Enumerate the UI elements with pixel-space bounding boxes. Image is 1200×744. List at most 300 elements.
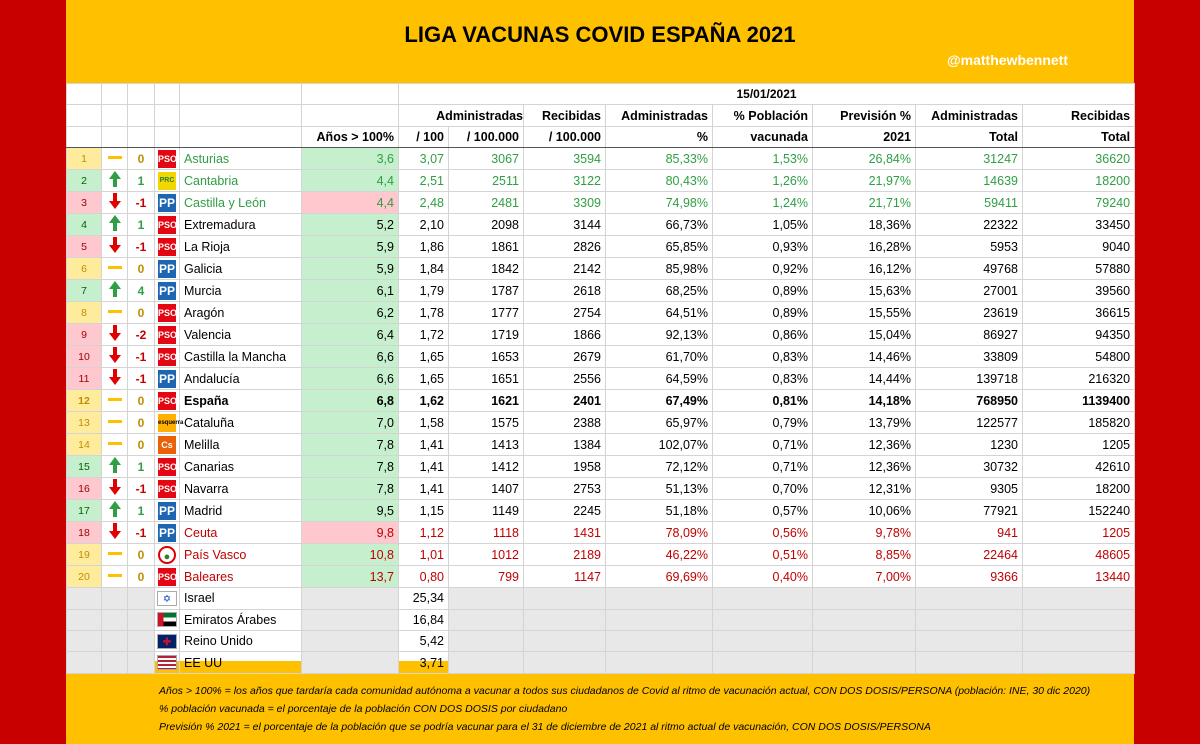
forecast-2021: 15,04% [813, 324, 916, 346]
region-name: Castilla la Mancha [180, 346, 302, 368]
table-row [67, 258, 1135, 280]
administered-pct: 85,33% [606, 148, 713, 170]
trend-cell [102, 500, 128, 522]
table-row [67, 390, 1135, 412]
no-change-icon [107, 434, 123, 452]
forecast-2021: 9,78% [813, 522, 916, 544]
total-administered: 9305 [916, 478, 1023, 500]
arrow-down-icon [108, 478, 122, 496]
population-vaccinated: 0,40% [713, 566, 813, 588]
rank-change: 4 [137, 283, 145, 298]
region-name: España [180, 390, 302, 412]
years-to-100: 9,5 [302, 500, 399, 522]
rank-change: 0 [137, 547, 145, 562]
administered-pct: 65,97% [606, 412, 713, 434]
administered-pct: 68,25% [606, 280, 713, 302]
rank-change: 0 [137, 305, 145, 320]
trend-cell [102, 258, 128, 280]
years-to-100: 5,2 [302, 214, 399, 236]
header-rec-per-100k: / 100.000 [524, 126, 606, 147]
years-to-100: 7,8 [302, 478, 399, 500]
trend-cell [102, 236, 128, 258]
forecast-2021: 18,36% [813, 214, 916, 236]
forecast-2021: 7,00% [813, 566, 916, 588]
region-name: Castilla y León [180, 192, 302, 214]
rank-change: 0 [137, 151, 145, 166]
per-100: 1,15 [399, 500, 449, 522]
position: 18 [67, 522, 102, 544]
country-name: EE UU [180, 652, 302, 673]
rank-change: 0 [137, 261, 145, 276]
header-adm-pct: Administradas [606, 105, 713, 126]
page-title: LIGA VACUNAS COVID ESPAÑA 2021 [404, 22, 796, 47]
forecast-2021: 12,36% [813, 456, 916, 478]
date-label: 15/01/2021 [399, 84, 1135, 105]
trend-cell [102, 280, 128, 302]
psoe-logo-icon: PSOE [158, 392, 176, 410]
psoe-logo-icon: PSOE [158, 348, 176, 366]
region-name: Cantabria [180, 170, 302, 192]
per-100: 2,48 [399, 192, 449, 214]
header-total-rec: Recibidas [1023, 105, 1135, 126]
trend-cell [102, 478, 128, 500]
region-name: Baleares [180, 566, 302, 588]
arrow-down-icon [108, 236, 122, 254]
received-per-100k: 3122 [524, 170, 606, 192]
forecast-2021: 12,36% [813, 434, 916, 456]
received-per-100k: 1384 [524, 434, 606, 456]
rank-change: 0 [137, 437, 145, 452]
position: 15 [67, 456, 102, 478]
total-administered: 59411 [916, 192, 1023, 214]
league-table [66, 83, 1135, 674]
total-received: 33450 [1023, 214, 1135, 236]
position: 8 [67, 302, 102, 324]
rank-change: 0 [137, 415, 145, 430]
total-received: 1205 [1023, 434, 1135, 456]
country-per-100: 3,71 [399, 652, 449, 673]
table-row [67, 566, 1135, 588]
population-vaccinated: 0,92% [713, 258, 813, 280]
header-row-2 [67, 126, 1135, 147]
trend-cell [102, 148, 128, 170]
rank-change: -1 [135, 525, 147, 540]
received-per-100k: 3144 [524, 214, 606, 236]
per-100: 2,51 [399, 170, 449, 192]
rank-change: 1 [137, 459, 145, 474]
per-100: 1,65 [399, 346, 449, 368]
header-2021: 2021 [813, 126, 916, 147]
population-vaccinated: 0,93% [713, 236, 813, 258]
administered-pct: 67,49% [606, 390, 713, 412]
rank-change: -2 [135, 327, 147, 342]
administered-pct: 61,70% [606, 346, 713, 368]
per-100k: 1412 [449, 456, 524, 478]
prc-logo-icon: PRC [158, 172, 176, 190]
table-row [67, 544, 1135, 566]
per-100k: 2098 [449, 214, 524, 236]
pp-logo-icon: PP [158, 195, 175, 210]
forecast-2021: 14,18% [813, 390, 916, 412]
total-administered: 139718 [916, 368, 1023, 390]
no-change-icon [107, 302, 123, 320]
per-100k: 1413 [449, 434, 524, 456]
total-received: 94350 [1023, 324, 1135, 346]
footnotes [159, 682, 1119, 736]
arrow-down-icon [108, 522, 122, 540]
per-100k: 1651 [449, 368, 524, 390]
country-row [67, 652, 1135, 673]
received-per-100k: 2754 [524, 302, 606, 324]
total-received: 1139400 [1023, 390, 1135, 412]
per-100: 1,78 [399, 302, 449, 324]
per-100k: 1861 [449, 236, 524, 258]
table-row [67, 522, 1135, 544]
total-administered: 14639 [916, 170, 1023, 192]
position: 4 [67, 214, 102, 236]
no-change-icon [107, 544, 123, 562]
total-received: 216320 [1023, 368, 1135, 390]
header-row-1 [67, 105, 1135, 126]
header-poblacion: % Población [713, 105, 813, 126]
table-row [67, 214, 1135, 236]
position: 20 [67, 566, 102, 588]
per-100: 2,10 [399, 214, 449, 236]
rank-change: -1 [135, 195, 147, 210]
pp-logo-icon: PP [158, 503, 175, 518]
total-received: 152240 [1023, 500, 1135, 522]
league-table-sheet [66, 83, 1134, 670]
header-administradas: Administradas [399, 105, 524, 126]
years-to-100: 6,6 [302, 346, 399, 368]
header-vacunada: vacunada [713, 126, 813, 147]
forecast-2021: 14,46% [813, 346, 916, 368]
header-adm-pct-2: % [606, 126, 713, 147]
table-row [67, 434, 1135, 456]
arrow-up-icon [108, 500, 122, 518]
rank-change: 1 [137, 173, 145, 188]
forecast-2021: 26,84% [813, 148, 916, 170]
header-total-adm: Administradas [916, 105, 1023, 126]
trend-cell [102, 412, 128, 434]
region-name: Aragón [180, 302, 302, 324]
total-received: 9040 [1023, 236, 1135, 258]
pp-logo-icon: PP [158, 371, 175, 386]
arrow-up-icon [108, 214, 122, 232]
psoe-logo-icon: PSOE [158, 216, 176, 234]
footnote-prevision: Previsión % 2021 = el porcentaje de la población que se podría vacunar para el 31 de diciembre de 2021 al ritmo actual de vacunación, CON DOS DOSIS/PERSONA [159, 721, 931, 733]
total-administered: 22464 [916, 544, 1023, 566]
per-100: 3,07 [399, 148, 449, 170]
administered-pct: 78,09% [606, 522, 713, 544]
per-100k: 3067 [449, 148, 524, 170]
per-100: 1,86 [399, 236, 449, 258]
position: 5 [67, 236, 102, 258]
total-received: 79240 [1023, 192, 1135, 214]
arrow-down-icon [108, 368, 122, 386]
psoe-logo-icon: PSOE [158, 150, 176, 168]
israel-flag-icon: ✡ [157, 591, 177, 606]
total-received: 18200 [1023, 478, 1135, 500]
rank-change: -1 [135, 371, 147, 386]
arrow-up-icon [108, 170, 122, 188]
psoe-logo-icon: PSOE [158, 238, 176, 256]
forecast-2021: 16,12% [813, 258, 916, 280]
trend-cell [102, 170, 128, 192]
total-received: 18200 [1023, 170, 1135, 192]
administered-pct: 64,59% [606, 368, 713, 390]
region-name: Murcia [180, 280, 302, 302]
country-name: Reino Unido [180, 630, 302, 651]
forecast-2021: 21,71% [813, 192, 916, 214]
position: 9 [67, 324, 102, 346]
trend-cell [102, 346, 128, 368]
total-administered: 941 [916, 522, 1023, 544]
total-administered: 1230 [916, 434, 1023, 456]
population-vaccinated: 1,24% [713, 192, 813, 214]
total-administered: 31247 [916, 148, 1023, 170]
received-per-100k: 2142 [524, 258, 606, 280]
received-per-100k: 2679 [524, 346, 606, 368]
per-100k: 1118 [449, 522, 524, 544]
administered-pct: 74,98% [606, 192, 713, 214]
region-name: Galicia [180, 258, 302, 280]
administered-pct: 51,13% [606, 478, 713, 500]
administered-pct: 72,12% [606, 456, 713, 478]
position: 10 [67, 346, 102, 368]
header-anos: Años > 100% [302, 126, 399, 147]
trend-cell [102, 390, 128, 412]
administered-pct: 51,18% [606, 500, 713, 522]
country-per-100: 5,42 [399, 630, 449, 651]
header-prevision: Previsión % [813, 105, 916, 126]
header-total-rec-2: Total [1023, 126, 1135, 147]
received-per-100k: 2245 [524, 500, 606, 522]
population-vaccinated: 0,83% [713, 346, 813, 368]
total-received: 1205 [1023, 522, 1135, 544]
per-100k: 1842 [449, 258, 524, 280]
forecast-2021: 12,31% [813, 478, 916, 500]
table-row [67, 302, 1135, 324]
country-row [67, 630, 1135, 651]
years-to-100: 4,4 [302, 192, 399, 214]
uae-flag-icon [157, 612, 177, 627]
forecast-2021: 21,97% [813, 170, 916, 192]
per-100: 1,62 [399, 390, 449, 412]
footnote-poblacion: % población vacunada = el porcentaje de la población CON DOS DOSIS por ciudadano [159, 703, 568, 715]
country-per-100: 16,84 [399, 609, 449, 630]
arrow-up-icon [108, 280, 122, 298]
trend-cell [102, 192, 128, 214]
arrow-up-icon [108, 456, 122, 474]
total-received: 48605 [1023, 544, 1135, 566]
per-100k: 2481 [449, 192, 524, 214]
psoe-logo-icon: PSOE [158, 326, 176, 344]
per-100k: 1621 [449, 390, 524, 412]
per-100: 1,84 [399, 258, 449, 280]
pp-logo-icon: PP [158, 525, 175, 540]
psoe-logo-icon: PSOE [158, 304, 176, 322]
header-per-100: / 100 [399, 126, 449, 147]
region-name: País Vasco [180, 544, 302, 566]
years-to-100: 6,6 [302, 368, 399, 390]
total-received: 57880 [1023, 258, 1135, 280]
pp-logo-icon: PP [158, 261, 175, 276]
trend-cell [102, 434, 128, 456]
total-administered: 33809 [916, 346, 1023, 368]
position: 13 [67, 412, 102, 434]
erc-logo-icon: esquerra [158, 414, 176, 432]
country-row [67, 609, 1135, 630]
administered-pct: 80,43% [606, 170, 713, 192]
footnote-anos: Años > 100% = los años que tardaría cada comunidad autónoma a vacunar a todos sus ciudadanos de Covid al ritmo de vacunación actual, CON DOS DOSIS/PERSONA (población: INE, 30 dic 2020) [159, 685, 1091, 697]
country-name: Israel [180, 588, 302, 609]
forecast-2021: 14,44% [813, 368, 916, 390]
header-recibidas: Recibidas [524, 105, 606, 126]
header-per-100k: / 100.000 [449, 126, 524, 147]
per-100k: 1407 [449, 478, 524, 500]
trend-cell [102, 544, 128, 566]
total-administered: 86927 [916, 324, 1023, 346]
country-name: Emiratos Árabes [180, 609, 302, 630]
table-row [67, 412, 1135, 434]
years-to-100: 9,8 [302, 522, 399, 544]
per-100: 1,01 [399, 544, 449, 566]
years-to-100: 7,8 [302, 434, 399, 456]
total-received: 36620 [1023, 148, 1135, 170]
rank-change: -1 [135, 481, 147, 496]
trend-cell [102, 522, 128, 544]
country-per-100: 25,34 [399, 588, 449, 609]
table-row [67, 346, 1135, 368]
total-received: 36615 [1023, 302, 1135, 324]
population-vaccinated: 0,70% [713, 478, 813, 500]
trend-cell [102, 368, 128, 390]
rank-change: -1 [135, 349, 147, 364]
received-per-100k: 1958 [524, 456, 606, 478]
total-administered: 22322 [916, 214, 1023, 236]
total-received: 185820 [1023, 412, 1135, 434]
table-row [67, 478, 1135, 500]
administered-pct: 64,51% [606, 302, 713, 324]
forecast-2021: 8,85% [813, 544, 916, 566]
total-administered: 9366 [916, 566, 1023, 588]
total-administered: 49768 [916, 258, 1023, 280]
rank-change: -1 [135, 239, 147, 254]
position: 6 [67, 258, 102, 280]
per-100k: 1653 [449, 346, 524, 368]
table-row [67, 280, 1135, 302]
forecast-2021: 16,28% [813, 236, 916, 258]
total-administered: 23619 [916, 302, 1023, 324]
table-row [67, 368, 1135, 390]
population-vaccinated: 0,89% [713, 280, 813, 302]
position: 14 [67, 434, 102, 456]
forecast-2021: 15,55% [813, 302, 916, 324]
population-vaccinated: 0,57% [713, 500, 813, 522]
per-100: 1,79 [399, 280, 449, 302]
years-to-100: 5,9 [302, 236, 399, 258]
per-100k: 2511 [449, 170, 524, 192]
per-100: 1,41 [399, 434, 449, 456]
received-per-100k: 2826 [524, 236, 606, 258]
table-row [67, 192, 1135, 214]
total-administered: 122577 [916, 412, 1023, 434]
region-name: Extremadura [180, 214, 302, 236]
arrow-down-icon [108, 324, 122, 342]
per-100: 1,12 [399, 522, 449, 544]
country-row [67, 588, 1135, 609]
no-change-icon [107, 258, 123, 276]
per-100k: 1012 [449, 544, 524, 566]
years-to-100: 5,9 [302, 258, 399, 280]
years-to-100: 6,8 [302, 390, 399, 412]
region-name: Canarias [180, 456, 302, 478]
population-vaccinated: 0,79% [713, 412, 813, 434]
forecast-2021: 10,06% [813, 500, 916, 522]
forecast-2021: 13,79% [813, 412, 916, 434]
population-vaccinated: 0,71% [713, 456, 813, 478]
position: 1 [67, 148, 102, 170]
table-row [67, 500, 1135, 522]
years-to-100: 6,2 [302, 302, 399, 324]
table-row [67, 324, 1135, 346]
population-vaccinated: 0,71% [713, 434, 813, 456]
population-vaccinated: 0,81% [713, 390, 813, 412]
years-to-100: 13,7 [302, 566, 399, 588]
psoe-logo-icon: PSOE [158, 480, 176, 498]
region-name: Cataluña [180, 412, 302, 434]
per-100k: 1777 [449, 302, 524, 324]
total-administered: 30732 [916, 456, 1023, 478]
position: 12 [67, 390, 102, 412]
total-received: 13440 [1023, 566, 1135, 588]
table-row [67, 236, 1135, 258]
arrow-down-icon [108, 346, 122, 364]
trend-cell [102, 456, 128, 478]
administered-pct: 85,98% [606, 258, 713, 280]
position: 7 [67, 280, 102, 302]
population-vaccinated: 0,86% [713, 324, 813, 346]
years-to-100: 4,4 [302, 170, 399, 192]
total-administered: 5953 [916, 236, 1023, 258]
position: 3 [67, 192, 102, 214]
administered-pct: 69,69% [606, 566, 713, 588]
population-vaccinated: 0,89% [713, 302, 813, 324]
position: 11 [67, 368, 102, 390]
per-100k: 1149 [449, 500, 524, 522]
years-to-100: 7,8 [302, 456, 399, 478]
region-name: La Rioja [180, 236, 302, 258]
per-100: 1,58 [399, 412, 449, 434]
per-100: 1,41 [399, 478, 449, 500]
region-name: Melilla [180, 434, 302, 456]
no-change-icon [107, 148, 123, 166]
no-change-icon [107, 566, 123, 584]
region-name: Ceuta [180, 522, 302, 544]
region-name: Madrid [180, 500, 302, 522]
poster-frame [66, 0, 1134, 744]
psoe-logo-icon: PSOE [158, 458, 176, 476]
total-administered: 77921 [916, 500, 1023, 522]
total-administered: 768950 [916, 390, 1023, 412]
arrow-down-icon [108, 192, 122, 210]
administered-pct: 102,07% [606, 434, 713, 456]
usa-flag-icon [157, 655, 177, 670]
psoe-logo-icon: PSOE [158, 568, 176, 586]
rank-change: 0 [137, 393, 145, 408]
received-per-100k: 1866 [524, 324, 606, 346]
